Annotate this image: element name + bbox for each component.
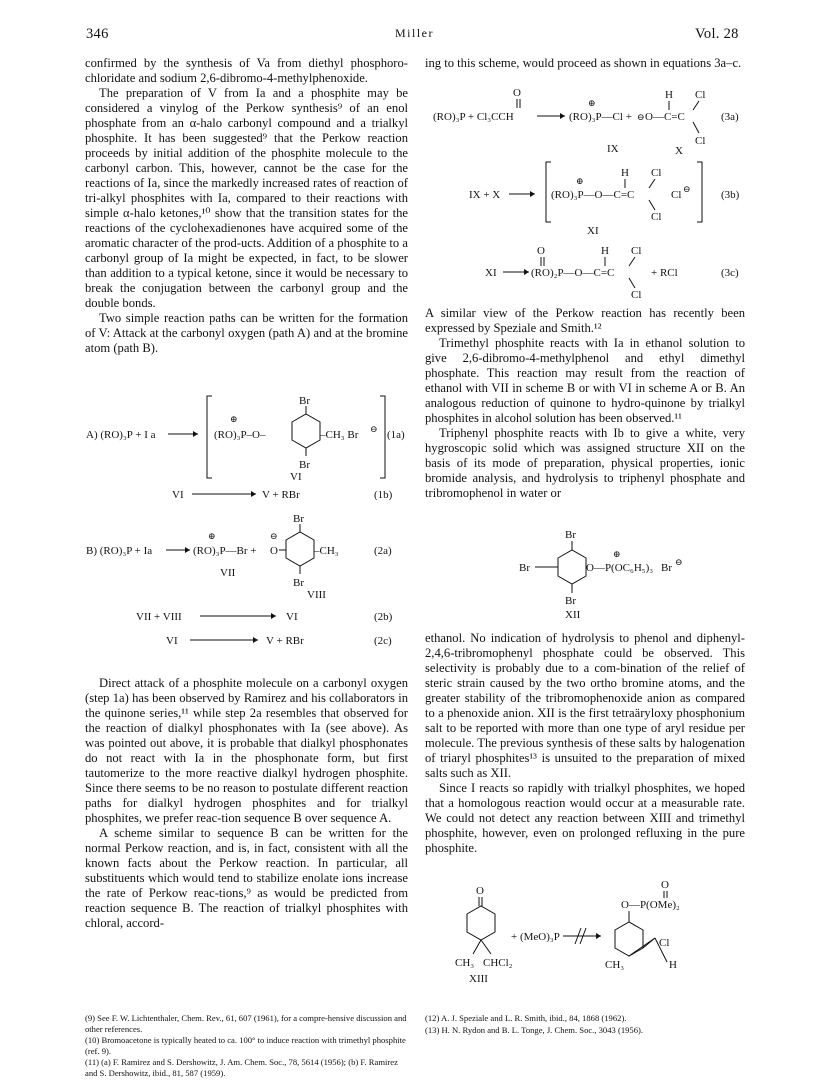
eq3c-reactant: XI [485,267,497,279]
compound-label-vii: VII [220,567,236,579]
bond [693,101,699,110]
paragraph: Direct attack of a phosphite molecule on a carbonyl oxygen (step 1a) has been observed by Ramirez and his collaborators in the quinone series,¹¹ while step 2a resembles that observed for the reaction of dialkyl phosphonates with Ia (see above). As was pointed out above, it is probable that dialkyl phosphonates do not react with Ia in the phosphonate form, but first tautomerize to the more reactive dialkyl hydrogen phosphite. Since there seems to be no reason to postulate different reaction paths for dialkyl hydrogen phosphites and for trialkyl phosphites, we prefer reac-tion sequence B over sequence A. [85,676,408,825]
cyclohexadienone-ring [467,906,495,940]
equation-number: (2c) [374,635,392,647]
compound-label-viii: VIII [307,589,326,601]
chlorine-label: Cl [695,135,706,147]
paragraph: ing to this scheme, would proceed as shown in equations 3a–c. [425,56,742,70]
benzene-ring [558,550,586,584]
hydrogen-label: H [669,959,677,971]
bromine-label: Br [299,459,310,471]
reaction-scheme-3 [425,86,755,304]
running-author: Miller [395,26,434,40]
bond [473,940,481,954]
paragraph: ethanol. No indication of hydrolysis to phenol and diphenyl-2,4,6-tribromophenyl phosphate could be observed. This selectivity is probably due to a com-bination of the relief of steric strain caused by the two ortho bromine atoms, and the greater stability of the tribromophenoxide anion as compared to a phenoxide anion. XII is the first tetraäryloxy phosphonium salt to be reported with more than one type of aryl residue per molecule. The previous synthesis of these salts by halogenation of triaryl phosphites¹³ is unsuited to the preparation of mixed salts such as XII. [425,631,745,780]
chlorine-label: Cl [695,89,706,101]
methyl-label: –CH₃ [314,545,339,557]
eq2b-reactants: VII + VIII [136,611,182,623]
eq3a-product2: O—C=C [645,111,685,123]
compound-label-vi: VI [290,471,302,483]
bromine-label: Br [293,513,304,525]
chlorine-label: Cl [631,289,642,301]
reaction-scheme-ab [80,388,415,650]
footnote: (12) A. J. Speziale and L. R. Smith, ibid., 84, 1868 (1962). [425,1013,627,1023]
minus-charge: ⊖ [683,184,691,194]
phosphonium-group: O—P(OC₆H₅)₃ [586,562,654,574]
phosphate-group: O—P(OMe)₂ [621,899,680,911]
scheme-b-product: (RO)₃P—Br + [193,545,257,557]
structure-xiii-reaction [425,878,745,990]
arrow-head [253,637,258,643]
eq2c-products: V + RBr [266,635,304,647]
arrow-head [185,547,190,553]
plus-charge: ⊕ [208,531,216,541]
oxygen-label: O [513,87,521,99]
equation-number: (2a) [374,545,392,557]
hydrogen-label: H [665,89,673,101]
paragraph: Triphenyl phosphite reacts with Ib to give a white, very hygroscopic solid which was assigned structure XII on the basis of its mode of preparation, physical properties, ionic bromide analysis, and hydrolysis to triphenyl phosphate and tribromophenol in water or [425,426,745,500]
page-number: 346 [86,26,109,42]
right-column-middle [425,306,745,501]
chlorine-label: Cl [631,245,642,257]
scheme-a-reactants: A) (RO)₃P + I a [86,429,156,441]
left-column-top [85,56,408,356]
bond [649,179,655,188]
dichloromethyl-label: CHCl₂ [483,957,513,969]
compound-label-xi: XI [587,225,599,237]
eq3b-reactants: IX + X [469,189,501,201]
eq1b-products: V + RBr [262,489,300,501]
bromine-label: Br [299,395,310,407]
volume-label: Vol. 28 [695,26,739,42]
scheme-a-product: (RO)₃P–O– [214,429,266,441]
benzene-ring [292,414,320,448]
arrow-head [596,933,601,939]
arrow-head [271,613,276,619]
plus-charge: ⊕ [576,176,584,186]
arrow-head [524,269,529,275]
eq3a-product1: (RO)₃P—Cl + [569,111,632,123]
bromine-label: Br [565,595,576,607]
paragraph: confirmed by the synthesis of Va from diethyl phosphoro-chloridate and sodium 2,6-dibromo-4-methylphenoxide. [85,56,408,85]
footnotes-right [425,1013,745,1036]
bracket-right [380,396,385,478]
bond [481,940,491,954]
right-column-top [425,56,745,71]
chlorine-label: Cl [659,937,670,949]
footnote: (11) (a) F. Ramirez and S. Dershowitz, J. Am. Chem. Soc., 78, 5614 (1956); (b) F. Ramirez and S. Dershowitz, ibid., 81, 587 (1959). [85,1057,398,1078]
scheme-b-reactants: B) (RO)₃P + Ia [86,545,153,557]
equation-number: (1b) [374,489,393,501]
chlorine-label: Cl [651,167,662,179]
plus-charge: ⊕ [588,98,596,108]
chlorine-label: Cl [651,211,662,223]
compound-label-xiii: XIII [469,973,488,985]
paragraph: A similar view of the Perkow reaction has recently been expressed by Speziale and Smith.¹² [425,306,745,335]
minus-charge: ⊖ [637,112,645,122]
eq3c-product: (RO)₂P—O—C=C [531,267,615,279]
ring [615,922,643,956]
footnote: (9) See F. W. Lichtenthaler, Chem. Rev., 61, 607 (1961), for a compre-hensive discussion and other references. [85,1013,407,1034]
methyl-label: CH₃ [605,959,625,971]
eq3a-reactants: (RO)₃P + Cl₃CCH [433,111,514,123]
minus-charge: ⊖ [270,531,278,541]
oxygen-label: O [661,879,669,891]
oxygen-label: O [476,885,484,897]
eq3c-byproduct: + RCl [651,267,678,279]
oxygen-label: O [537,245,545,257]
compound-label-xii: XII [565,609,581,618]
hydrogen-label: H [621,167,629,179]
arrow-head [193,431,198,437]
methyl-bromide-label: –CH₃ Br [320,429,359,441]
compound-label-ix: IX [607,143,619,155]
methyl-label: CH₃ [455,957,475,969]
eq2b-product: VI [286,611,298,623]
plus-charge: ⊕ [613,549,621,559]
bromine-label: Br [293,577,304,589]
eq2c-reactant: VI [166,635,178,647]
minus-charge: ⊖ [370,424,378,434]
right-column-bottom [425,631,745,856]
bond [629,278,635,288]
structure-xii [515,526,695,618]
reagent-label: + (MeO)₃P [511,931,560,943]
eq1b-reactant: VI [172,489,184,501]
bond [629,938,655,956]
bond [693,122,699,133]
arrow-head [251,491,256,497]
bromide-ion: Br [661,562,672,574]
minus-charge: ⊖ [675,557,683,567]
plus-charge: ⊕ [230,414,238,424]
bromine-label: Br [565,529,576,541]
arrow-head [530,191,535,197]
bracket-left [207,396,212,478]
benzene-ring [286,532,314,566]
bromine-label: Br [519,562,530,574]
paragraph: Two simple reaction paths can be written for the formation of V: Attack at the carbonyl oxygen (path A) and at the bromine atom (path B). [85,311,408,355]
paragraph: Trimethyl phosphite reacts with Ia in ethanol solution to give 2,6-dibromo-4-methylphenol and ethyl dimethyl phosphate. This reaction may result from the reaction of ethanol with VII in scheme B or with VI in scheme A or B. An analogous reduction of quinone to hydro-quinone by trialkyl phosphites in alcohol solution has been observed.¹¹ [425,336,745,425]
bracket-right [697,162,702,222]
compound-label-x: X [675,145,683,157]
bond [629,257,635,266]
oxygen-label: O [270,545,278,557]
eq3b-intermediate: (RO)₃P—O—C=C [551,189,635,201]
chloride-ion: Cl [671,189,682,201]
hydrogen-label: H [601,245,609,257]
equation-number: (3a) [721,111,739,123]
left-column-bottom [85,676,408,931]
footnote: (10) Bromoacetone is typically heated to ca. 100° to induce reaction with trimethyl phosphite (ref. 9). [85,1035,406,1056]
equation-number: (1a) [387,429,405,441]
equation-number: (3c) [721,267,739,279]
footnote: (13) H. N. Rydon and B. L. Tonge, J. Chem. Soc., 3043 (1956). [425,1024,644,1035]
footnotes-left [85,1013,408,1080]
equation-number: (3b) [721,189,740,201]
arrow-head [560,113,565,119]
paragraph: Since I reacts so rapidly with trialkyl phosphites, we hoped that a homologous reaction would occur at a measurable rate. We could not detect any reaction between XIII and trimethyl phosphite, however, even on prolonged refluxing in the pure phosphite. [425,781,745,855]
equation-number: (2b) [374,611,393,623]
bond [649,200,655,210]
paragraph: The preparation of V from Ia and a phosphite may be considered a vinylog of the Perkow synthesis⁹ of an enol phosphate from an α-halo carbonyl compound and a trialkyl phosphite. It has been suggested⁹ that the Perkow reaction proceeds by initial addition of the phosphite molecule to the carbonyl carbon. This, however, cannot be the case for the reactions of Ia, since the markedly increased rates of reaction of tri-alkyl phosphites with Ia, compared to their reactions with simple α-halo ketones,¹⁰ show that the transition states for the reactions of the cyclohexadienones have acquired some of the aromatic character of the prod-ucts. Addition of a phosphite to a carbonyl group of Ia might be expected, in fact, to be slower than addition to a typical ketone, since it would be necessary to break the conjugation between the carbonyl group and the double bonds. [85,86,408,310]
paragraph: A scheme similar to sequence B can be written for the normal Perkow reaction, and is, in fact, consistent with all the known facts about the Perkow reaction. In particular, all substituents which would tend to stabilize enolate ions increase the rate of Perkow reac-tions,⁹ as would be predicted from reaction sequence B. The reaction of trialkyl phosphites with chloral, accord- [85,826,408,930]
